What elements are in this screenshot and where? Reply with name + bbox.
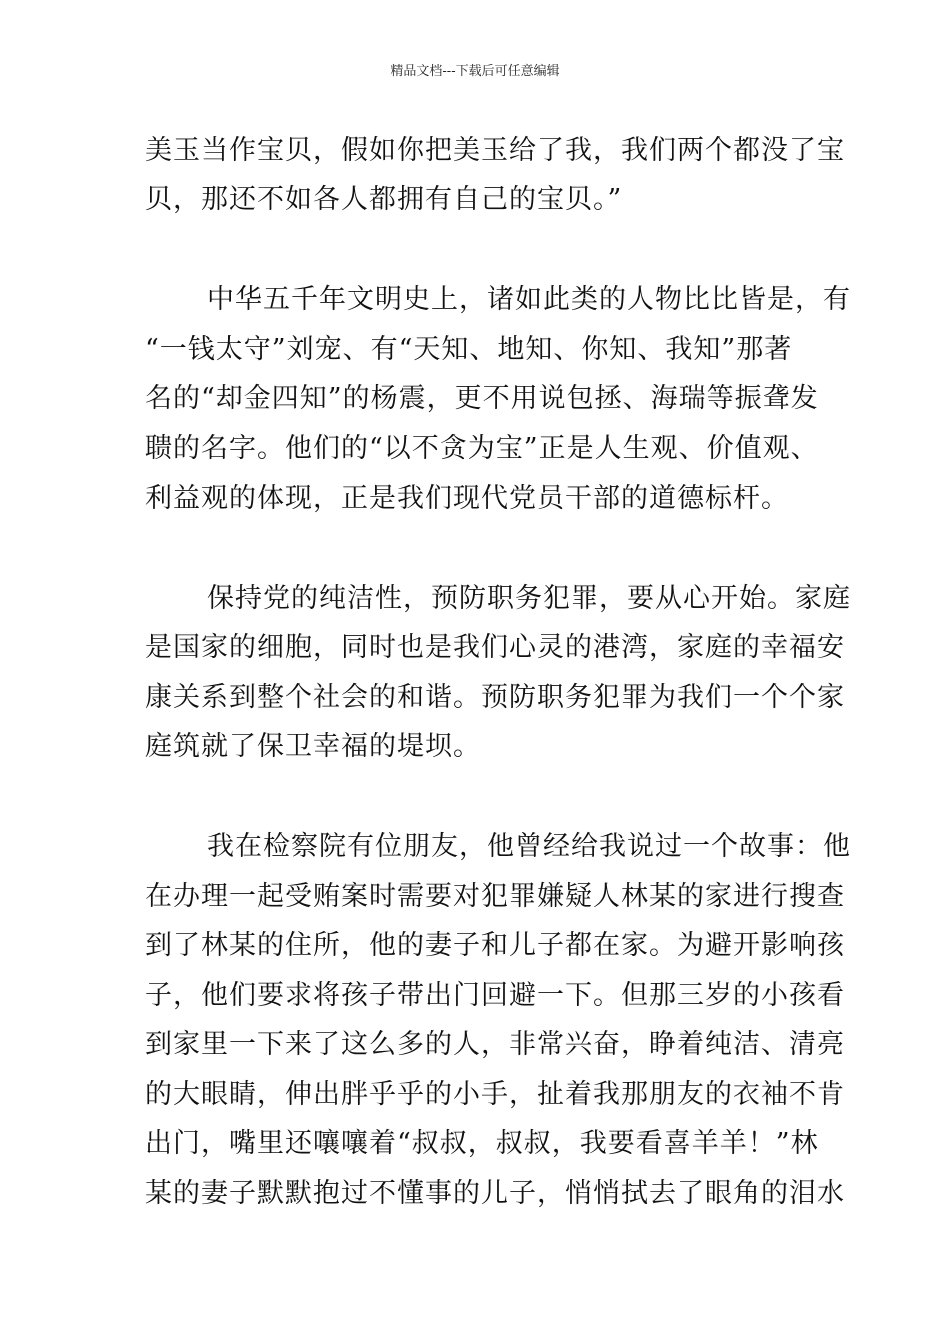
page-header: 精品文档---下载后可任意编辑	[390, 64, 560, 79]
paragraph-4-line-3: 到了林某的住所，他的妻子和儿子都在家。为避开影响孩	[145, 930, 845, 961]
paragraph-4-line-7: 出门，嘴里还嚷嚷着“叔叔，叔叔，我要看喜羊羊！”林	[145, 1128, 819, 1159]
paragraph-4-line-8: 某的妻子默默抱过不懂事的儿子，悄悄拭去了眼角的泪水	[145, 1178, 845, 1209]
paragraph-1-line-1: 美玉当作宝贝，假如你把美玉给了我，我们两个都没了宝	[145, 135, 845, 166]
paragraph-2-line-1: 中华五千年文明史上，诸如此类的人物比比皆是，有	[207, 284, 851, 315]
paragraph-3-line-2: 是国家的细胞，同时也是我们心灵的港湾，家庭的幸福安	[145, 632, 845, 663]
paragraph-4-line-2: 在办理一起受贿案时需要对犯罪嫌疑人林某的家进行搜查	[145, 881, 845, 912]
paragraph-4-line-4: 子，他们要求将孩子带出门回避一下。但那三岁的小孩看	[145, 980, 845, 1011]
paragraph-4-line-5: 到家里一下来了这么多的人，非常兴奋，睁着纯洁、清亮	[145, 1029, 845, 1060]
paragraph-4-line-1: 我在检察院有位朋友，他曾经给我说过一个故事：他	[207, 831, 851, 862]
paragraph-2-line-3: 名的“却金四知”的杨震，更不用说包拯、海瑞等振聋发	[145, 383, 819, 414]
paragraph-2-line-5: 利益观的体现，正是我们现代党员干部的道德标杆。	[145, 483, 789, 514]
paragraph-3-line-1: 保持党的纯洁性，预防职务犯罪，要从心开始。家庭	[207, 583, 851, 614]
paragraph-2-line-2: “一钱太守”刘宠、有“天知、地知、你知、我知”那著	[145, 334, 793, 365]
paragraph-2-line-4: 聩的名字。他们的“以不贪为宝”正是人生观、价值观、	[145, 433, 819, 464]
paragraph-3-line-3: 康关系到整个社会的和谐。预防职务犯罪为我们一个个家	[145, 682, 845, 713]
paragraph-4-line-6: 的大眼睛，伸出胖乎乎的小手，扯着我那朋友的衣袖不肯	[145, 1079, 845, 1110]
paragraph-1-line-2: 贝，那还不如各人都拥有自己的宝贝。”	[145, 184, 623, 215]
paragraph-3-line-4: 庭筑就了保卫幸福的堤坝。	[145, 731, 481, 762]
